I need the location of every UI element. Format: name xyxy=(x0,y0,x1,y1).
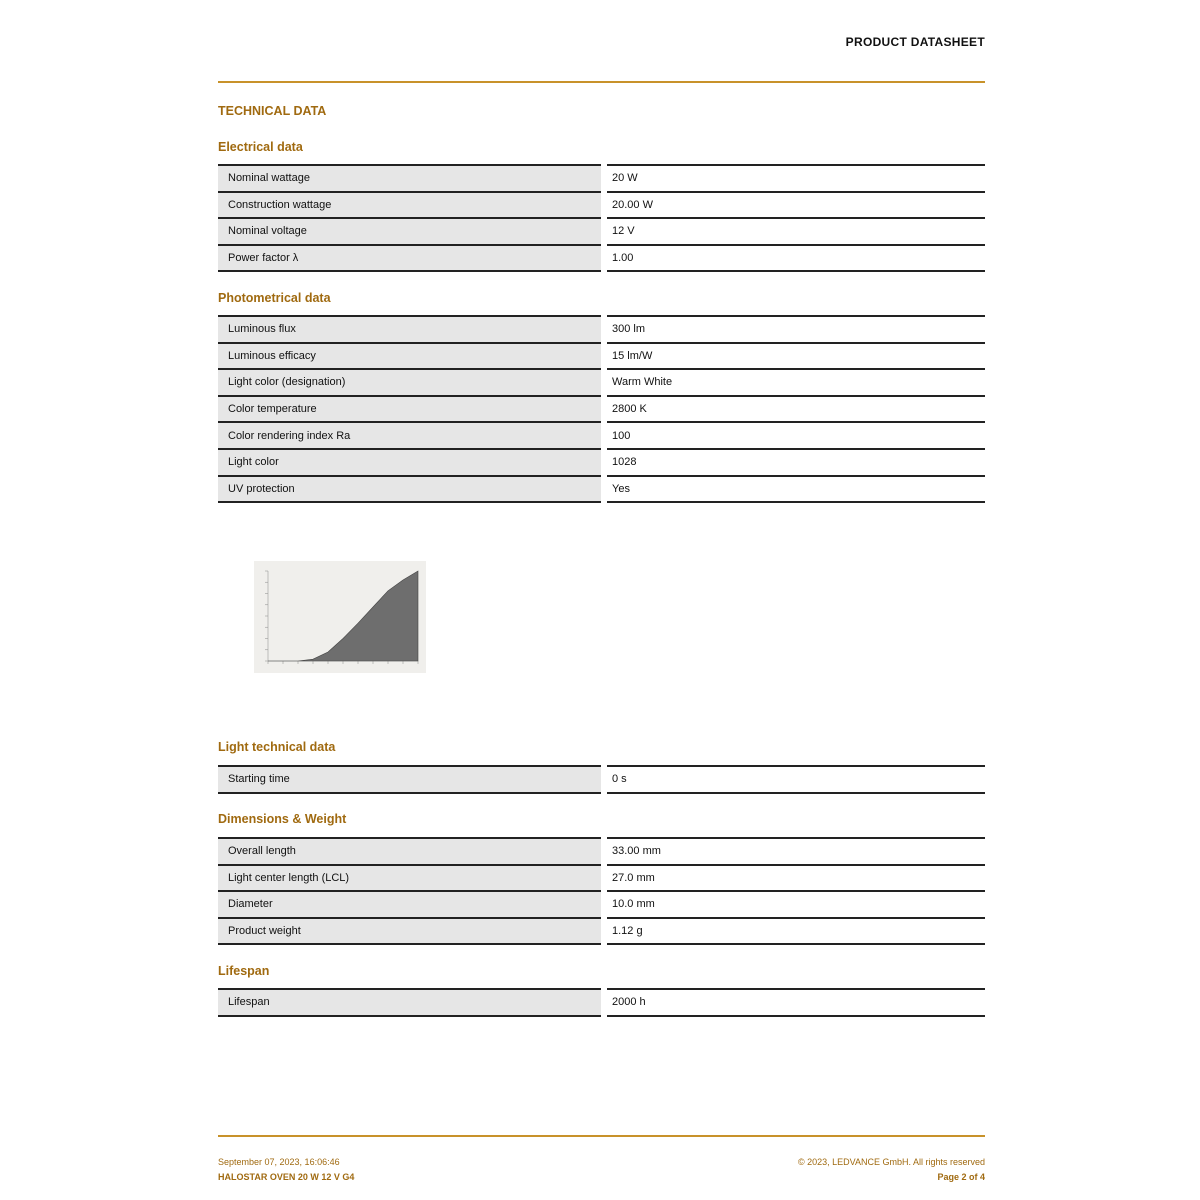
row-value: 20.00 W xyxy=(604,192,985,219)
dimensions-title: Dimensions & Weight xyxy=(218,812,347,826)
row-label: Overall length xyxy=(218,838,604,865)
lifespan-table xyxy=(218,988,985,1017)
row-value: 0 s xyxy=(604,766,985,793)
bottom-divider xyxy=(218,1135,985,1137)
table-row xyxy=(218,918,985,945)
table-row xyxy=(218,891,985,918)
electrical-table xyxy=(218,164,985,272)
row-value: 300 lm xyxy=(604,316,985,343)
row-value: Warm White xyxy=(604,369,985,396)
row-label: Lifespan xyxy=(218,989,604,1016)
table-row xyxy=(218,766,985,793)
row-label: Light center length (LCL) xyxy=(218,865,604,892)
table-row xyxy=(218,245,985,272)
table-row xyxy=(218,369,985,396)
row-label: Luminous efficacy xyxy=(218,343,604,370)
row-value: 1.00 xyxy=(604,245,985,272)
row-label: Nominal voltage xyxy=(218,218,604,245)
row-label: Diameter xyxy=(218,891,604,918)
row-value: 1.12 g xyxy=(604,918,985,945)
row-value: 27.0 mm xyxy=(604,865,985,892)
table-row xyxy=(218,449,985,476)
row-value: 20 W xyxy=(604,165,985,192)
footer-product: HALOSTAR OVEN 20 W 12 V G4 xyxy=(218,1172,355,1182)
table-row xyxy=(218,476,985,503)
table-row xyxy=(218,989,985,1016)
spectrum-area xyxy=(268,571,418,661)
table-row xyxy=(218,165,985,192)
row-label: Power factor λ xyxy=(218,245,604,272)
row-label: Luminous flux xyxy=(218,316,604,343)
row-label: Color rendering index Ra xyxy=(218,422,604,449)
row-value: 12 V xyxy=(604,218,985,245)
table-row xyxy=(218,218,985,245)
row-value: 2800 K xyxy=(604,396,985,423)
section-title: TECHNICAL DATA xyxy=(218,104,327,118)
row-label: Nominal wattage xyxy=(218,165,604,192)
footer-date: September 07, 2023, 16:06:46 xyxy=(218,1157,340,1167)
lifespan-title: Lifespan xyxy=(218,964,270,978)
footer-copyright: © 2023, LEDVANCE GmbH. All rights reserved xyxy=(797,1157,985,1167)
row-value: 100 xyxy=(604,422,985,449)
electrical-title: Electrical data xyxy=(218,140,303,154)
row-value: 2000 h xyxy=(604,989,985,1016)
table-row xyxy=(218,343,985,370)
dimensions-table xyxy=(218,837,985,945)
row-value: 33.00 mm xyxy=(604,838,985,865)
table-row xyxy=(218,396,985,423)
row-value: Yes xyxy=(604,476,985,503)
table-row xyxy=(218,865,985,892)
table-row xyxy=(218,422,985,449)
row-label: Color temperature xyxy=(218,396,604,423)
row-value: 1028 xyxy=(604,449,985,476)
spectral-chart-svg xyxy=(254,561,426,673)
row-label: Construction wattage xyxy=(218,192,604,219)
table-row xyxy=(218,192,985,219)
table-row xyxy=(218,316,985,343)
page-header-title: PRODUCT DATASHEET xyxy=(845,35,985,49)
row-label: Light color (designation) xyxy=(218,369,604,396)
photometrical-table xyxy=(218,315,985,503)
row-value: 10.0 mm xyxy=(604,891,985,918)
footer-page: Page 2 of 4 xyxy=(937,1172,985,1182)
photometrical-title: Photometrical data xyxy=(218,291,331,305)
row-value: 15 lm/W xyxy=(604,343,985,370)
spectral-distribution-chart xyxy=(254,561,426,673)
table-row xyxy=(218,838,985,865)
light-technical-title: Light technical data xyxy=(218,740,336,754)
row-label: Light color xyxy=(218,449,604,476)
light-technical-table xyxy=(218,765,985,794)
row-label: UV protection xyxy=(218,476,604,503)
top-divider xyxy=(218,81,985,83)
row-label: Starting time xyxy=(218,766,604,793)
row-label: Product weight xyxy=(218,918,604,945)
